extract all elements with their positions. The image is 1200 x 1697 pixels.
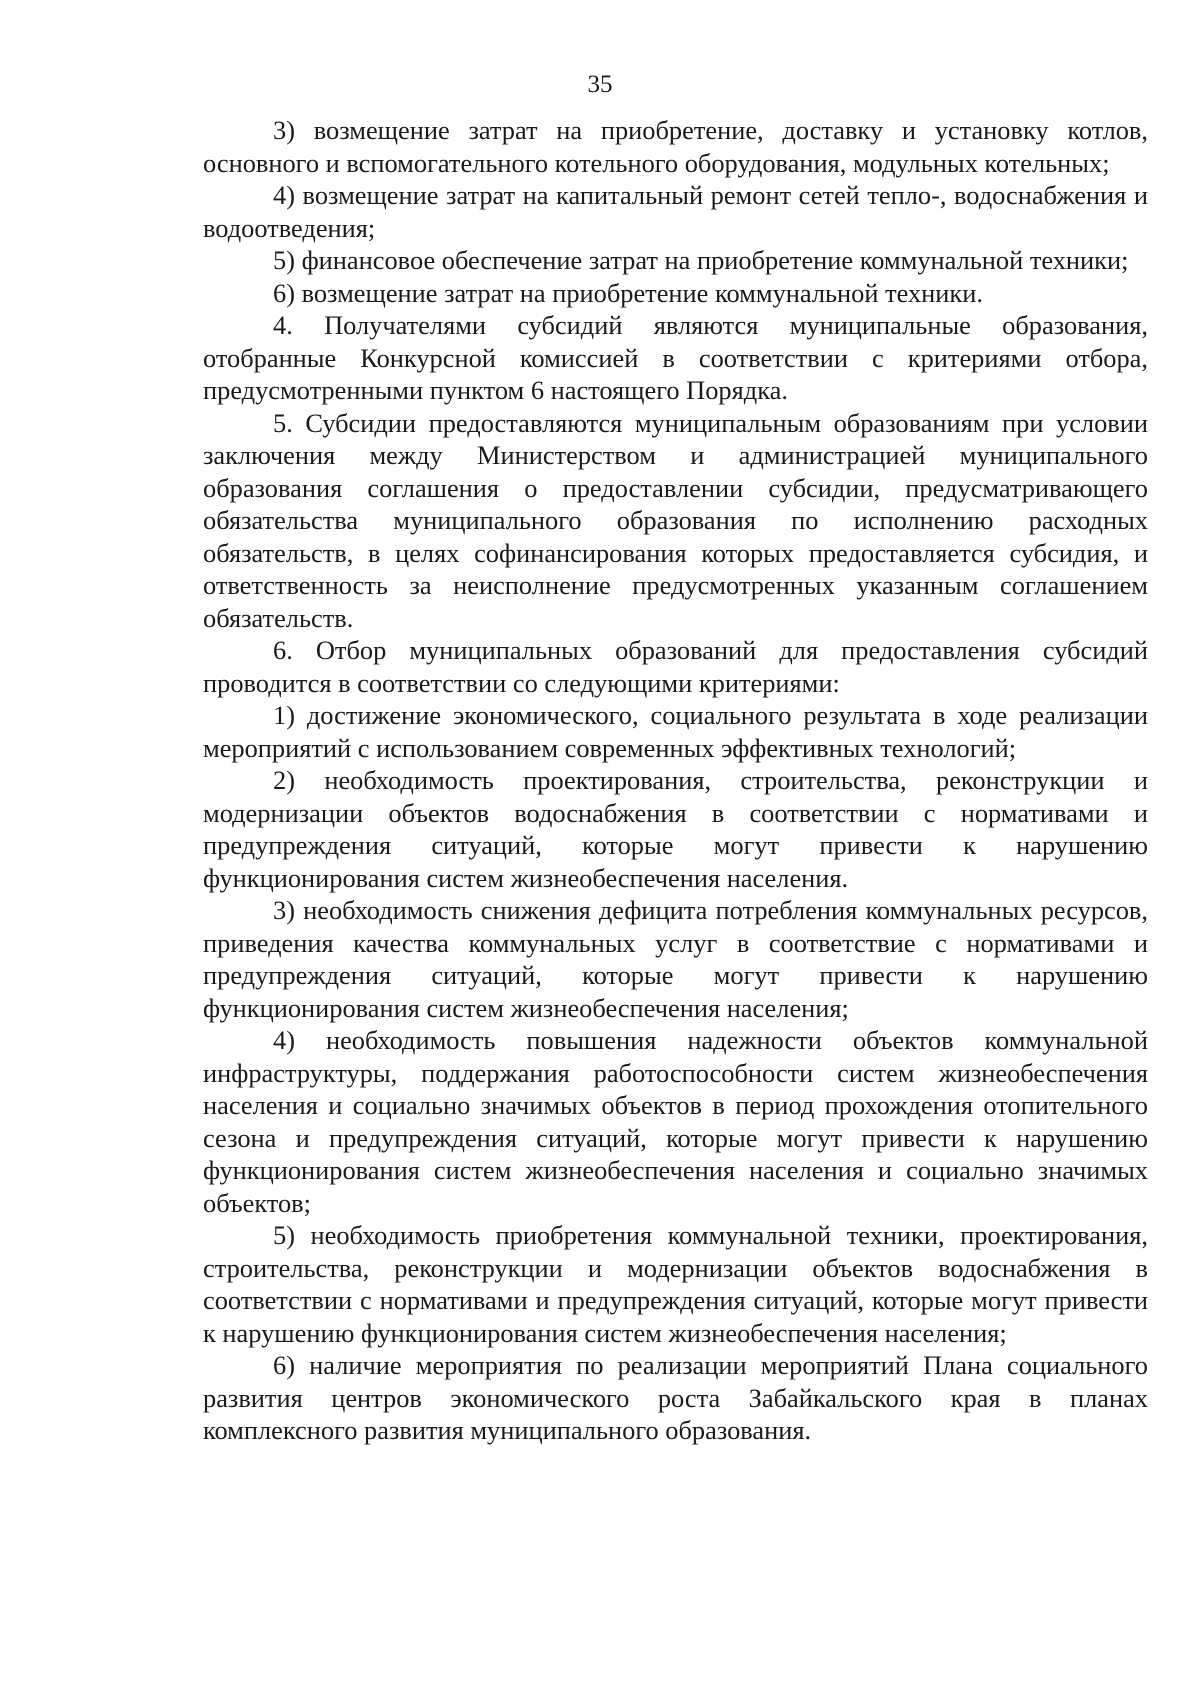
paragraph-item-5-financing-equipment: 5) финансовое обеспечение затрат на приобретение коммунальной техники; [273,245,1129,275]
paragraph-clause-5-agreement: 5. Субсидии предоставляются муниципальным образованиям при условии заключения между Министерством и администрацией муниципального образования соглашения о предоставлении субсидии, предусматривающего обязательства муниципального образования по исполнению расходных обязательств, в целях софинансирования которых предоставляется субсидия, и ответственность за неисполнение предусмотренных указанным соглашением обязательств. [203,407,1148,633]
paragraph-criterion-6: 6) наличие мероприятия по реализации мероприятий Плана социального развития центров экономического роста Забайкальского края в планах комплексного развития муниципального образования. [203,1350,1148,1445]
paragraph-criterion-1: 1) достижение экономического, социального результата в ходе реализации мероприятий с использованием современных эффективных технологий; [203,700,1148,763]
paragraph-criterion-3: 3) необходимость снижения дефицита потребления коммунальных ресурсов, приведения качества коммунальных услуг в соответствие с нормативами и предупреждения ситуаций, которые могут привести к нарушению функционирования систем жизнеобеспечения населения; [203,895,1148,1023]
document-body [203,114,1148,1447]
paragraph-item-4-capital-repair: 4) возмещение затрат на капитальный ремонт сетей тепло-, водоснабжения и водоотведения; [203,180,1148,243]
paragraph-clause-6-selection: 6. Отбор муниципальных образований для предоставления субсидий проводится в соответствии со следующими критериями: [203,635,1148,698]
paragraph-criterion-4: 4) необходимость повышения надежности объектов коммунальной инфраструктуры, поддержания работоспособности систем жизнеобеспечения населения и социально значимых объектов в период прохождения отопительного сезона и предупреждения ситуаций, которые могут привести к нарушению функционирования систем жизнеобеспечения населения и социально значимых объектов; [203,1025,1148,1218]
paragraph-item-6-reimbursement-equipment: 6) возмещение затрат на приобретение коммунальной техники. [273,277,983,308]
paragraph-criterion-2: 2) необходимость проектирования, строительства, реконструкции и модернизации объектов водоснабжения в соответствии с нормативами и предупреждения ситуаций, которые могут привести к нарушению функционирования систем жизнеобеспечения населения. [203,765,1148,893]
paragraph-clause-4-recipients: 4. Получателями субсидий являются муниципальные образования, отобранные Конкурсной комиссией в соответствии с критериями отбора, предусмотренными пунктом 6 настоящего Порядка. [203,310,1148,405]
paragraph-item-3-boilers: 3) возмещение затрат на приобретение, доставку и установку котлов, основного и вспомогательного котельного оборудования, модульных котельных; [203,115,1148,178]
page-number: 35 [587,71,613,98]
paragraph-criterion-5: 5) необходимость приобретения коммунальной техники, проектирования, строительства, реконструкции и модернизации объектов водоснабжения в соответствии с нормативами и предупреждения ситуаций, которые могут привести к нарушению функционирования систем жизнеобеспечения населения; [203,1220,1148,1348]
